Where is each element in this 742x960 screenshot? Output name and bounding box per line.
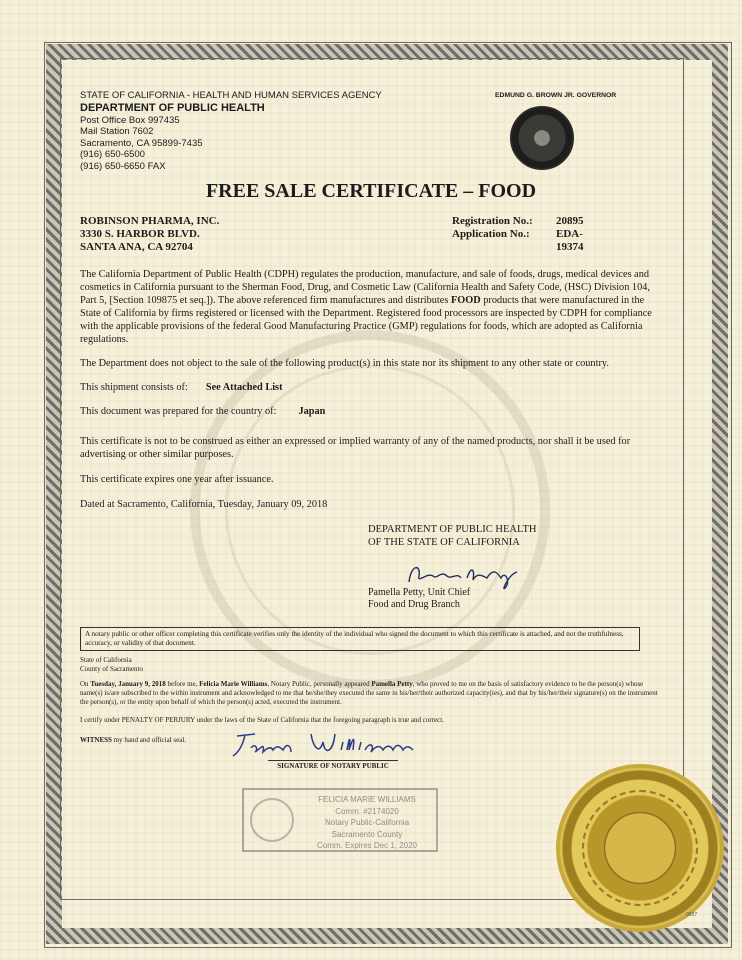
statement-text: , Notary Public, personally appeared [267,680,372,688]
signer-branch: Food and Drug Branch [368,599,460,610]
notary-statement [80,680,660,707]
shipment-label: This shipment consists of: [80,382,188,393]
stamp-line: FELICIA MARIE WILLIAMS [318,795,416,804]
agency-header [80,90,382,172]
address-line: Mail Station 7602 [80,126,154,137]
witness-text: my hand and official seal. [111,736,187,744]
product-type: FOOD [450,295,481,306]
firm-city: SANTA ANA, CA 92704 [80,241,193,253]
registration-block [452,215,584,253]
department-signature-block [368,523,536,549]
venue-state: State of California [80,656,132,664]
dated-line: Dated at Sacramento, California, Tuesday, January 09, 2018 [80,499,328,510]
handwritten-signature-williams [225,728,425,760]
shipment-value: See Attached List [205,382,283,393]
regulation-paragraph [80,268,660,346]
firm-name: ROBINSON PHARMA, INC. [80,215,220,227]
notary-stamp-seal [250,798,294,842]
certificate-title: FREE SALE CERTIFICATE – FOOD [205,180,537,202]
agency-name: STATE OF CALIFORNIA - HEALTH AND HUMAN SERVICES AGENCY [80,90,382,101]
dept-line: OF THE STATE OF CALIFORNIA [368,537,520,548]
statement-notary-name: Felicia Marie Williams [199,680,268,688]
country-line [80,405,660,418]
statement-text: , who proved to me on the basis of satisfactory evidence to be the person(s) whose name(s) is/are subscribed to the within instrument and acknowledged to me that he/she/they executed the same in his/her/their authorized capacity(ies), and that by his/her/their signature(s) on the instrument the person(s), or the entity upon behalf of which the person(s) acted, executed the instrument. [80,680,658,706]
stamp-line: Comm. #2174020 [335,806,399,816]
fax-line: (916) 650-6650 FAX [80,160,166,172]
warranty-paragraph: This certificate is not to be construed as either an expressed or implied warranty of any of the named products, nor shall it be used for advertising or other similar purposes. [80,436,631,460]
application-number: EDA-19374 [556,228,584,253]
country-value: Japan [298,406,326,417]
firm-address [80,215,219,254]
department-name: DEPARTMENT OF PUBLIC HEALTH [80,101,265,114]
notary-stamp [242,788,438,852]
paragraph-text: products that were manufactured in the State of California by firms registered or licensed with the Department. Registered food processors are inspected by CDPH for compliance with the applicable provisions of the federal Good Manufacturing Practice (GMP) regulations for foods, which are adopted as California regulations. [80,295,652,345]
governor-name: EDMUND G. BROWN JR. GOVERNOR [495,92,617,99]
gold-foil-seal [560,768,720,928]
notary-notice-box: A notary public or other officer completing this certificate verifies only the identity of the individual who signed the document to which this certificate is attached, and not the truthfulness, accuracy, or validity of that document. [80,627,640,651]
signer-name: Pamella Petty, Unit Chief [368,587,471,598]
venue-county: County of Sacramento [80,665,143,673]
firm-street: 3330 S. HARBOR BLVD. [80,228,200,240]
address-line: Sacramento, CA 95899-7435 [80,137,203,149]
gold-seal-center [604,812,676,884]
country-label: This document was prepared for the country of: [80,406,277,417]
application-label: Application No.: [452,228,530,240]
expiry-paragraph: This certificate expires one year after issuance. [80,474,274,485]
statement-date: Tuesday, January 9, 2018 [90,680,166,688]
gold-seal-number: 0937 [686,912,698,918]
phone-line: (916) 650-6500 [80,149,145,160]
california-seal-logo [510,106,574,170]
stamp-line: Notary Public-California [324,818,410,827]
notary-signature-caption: SIGNATURE OF NOTARY PUBLIC [268,760,398,770]
stamp-line: Sacramento County [331,829,403,839]
witness-label: WITNESS [80,736,112,744]
objection-paragraph: The Department does not object to the sale of the following product(s) in this state nor its shipment to any other state or country. [80,358,609,369]
statement-text: before me, [165,680,200,688]
notary-venue [80,656,660,674]
dept-line: DEPARTMENT OF PUBLIC HEALTH [368,524,537,535]
registration-label: Registration No.: [452,215,533,227]
statement-text: On [80,680,91,688]
stamp-line: Comm. Expires Dec 1, 2020 [316,841,418,850]
shipment-line [80,381,660,394]
signer-block [368,587,470,611]
paragraph-text: The California Department of Public Health (CDPH) regulates the production, manufacture, and sale of foods, drugs, medical devices and cosmetics in California pursuant to the Sherman Food, Drug, and Cosmetic Law (California Health and Safety Code, (HSC) Division 104, Part 5, [Section 109875 et seq.]). The above referenced firm manufactures and distributes [80,269,650,306]
statement-signer-name: Pamella Petty [371,680,413,688]
address-line: Post Office Box 997435 [80,114,180,126]
perjury-line: I certify under PENALTY OF PERJURY under the laws of the State of California that the foregoing paragraph is true and correct. [80,716,444,724]
registration-number: 20895 [556,215,584,227]
handwritten-signature-petty [405,558,525,590]
